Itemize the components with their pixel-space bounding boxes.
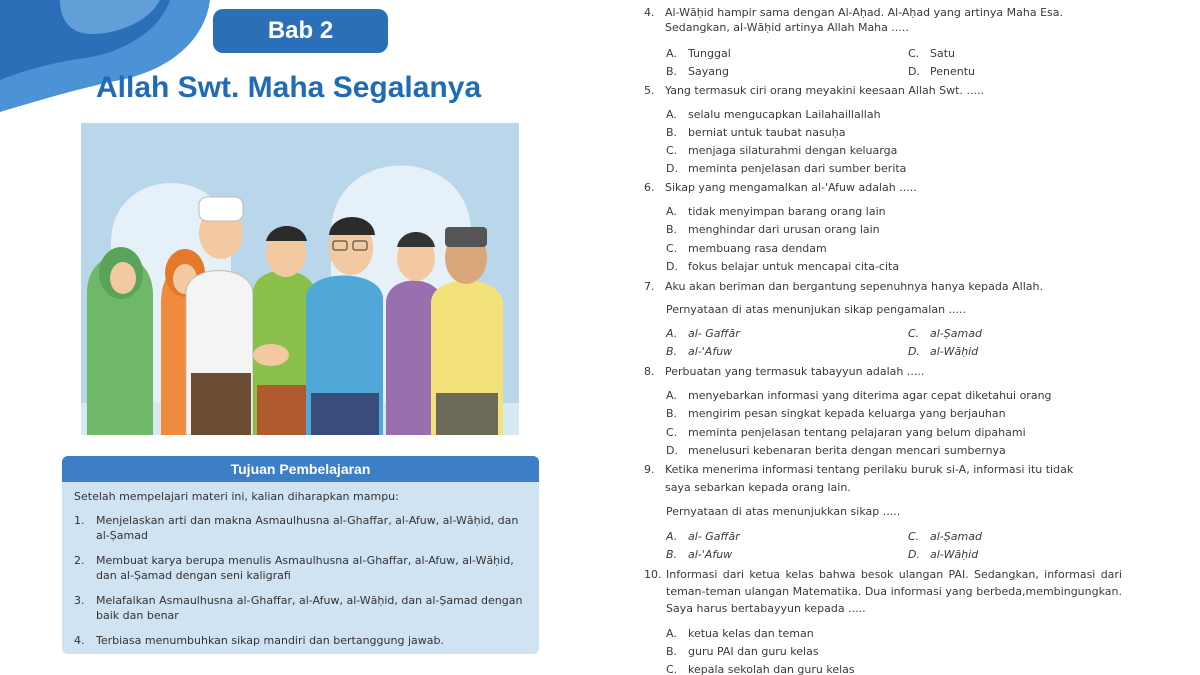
question-number: 5. [644,84,655,97]
option-text: meminta penjelasan tentang pelajaran yang belum dipahami [688,426,1026,439]
option-text: al-'Afuw [688,345,733,358]
option-letter: A. [666,389,677,402]
option-letter: D. [666,162,678,175]
option-b[interactable] [666,65,729,79]
option-letter: B. [666,223,678,236]
option-a[interactable] [666,389,1052,403]
question-4 [644,5,1122,35]
item-text: Melafalkan Asmaulhusna al-Ghaffar, al-Afuw, al-Wāḥid, dan al-Ṣamad dengan baik dan benar [96,594,523,622]
question-text: Sikap yang mengamalkan al-'Afuw adalah ..... [665,181,917,194]
option-text: menyebarkan informasi yang diterima agar cepat diketahui orang [688,389,1052,402]
learning-objectives-intro: Setelah mempelajari materi ini, kalian diharapkan mampu: [74,490,399,503]
option-text: al-Wāḥid [930,345,979,358]
question-number: 9. [644,463,655,476]
option-letter: C. [908,327,920,340]
option-letter: A. [666,205,677,218]
question-text: Perbuatan yang termasuk tabayyun adalah ..... [665,365,925,378]
option-letter: B. [666,407,678,420]
question-6 [644,180,1122,195]
option-b[interactable] [666,126,845,140]
option-d[interactable] [666,162,906,176]
question-9 [644,462,1122,495]
item-number: 3. [74,594,85,607]
option-letter: A. [666,108,677,121]
question-statement: Pernyataan di atas menunjukkan sikap ..... [666,505,901,518]
option-a[interactable] [666,327,740,341]
item-text: Menjelaskan arti dan makna Asmaulhusna al-Ghaffar, al-Afuw, al-Wāḥid, dan al-Ṣamad [96,514,519,542]
option-letter: B. [666,65,678,78]
list-item [74,593,532,623]
option-text: al-Ṣamad [930,327,982,340]
option-a[interactable] [666,108,881,122]
option-a[interactable] [666,47,731,61]
option-text: Satu [930,47,956,60]
option-letter: D. [908,548,920,561]
option-b[interactable] [666,345,732,359]
option-letter: A. [666,627,677,640]
chapter-label: Bab 2 [213,9,388,53]
option-text: menelusuri kebenaran berita dengan mencari sumbernya [688,444,1006,457]
option-letter: B. [666,548,678,561]
item-text: Membuat karya berupa menulis Asmaulhusna al-Ghaffar, al-Afuw, al-Wāḥid, dan al-Ṣamad dengan seni kaligrafi [96,554,514,582]
option-letter: C. [908,530,920,543]
option-d[interactable] [908,65,975,79]
item-number: 1. [74,514,85,527]
option-text: al- Gaffār [688,327,740,340]
option-text: menghindar dari urusan orang lain [688,223,880,236]
option-letter: D. [908,345,920,358]
option-d[interactable] [908,548,978,562]
option-a[interactable] [666,627,814,641]
option-letter: C. [666,144,678,157]
option-c[interactable] [908,47,955,61]
option-text: meminta penjelasan dari sumber berita [688,162,907,175]
question-number: 8. [644,365,655,378]
option-text: ketua kelas dan teman [688,627,814,640]
option-text: al- Gaffār [688,530,740,543]
chapter-title: Allah Swt. Maha Segalanya [96,71,482,104]
option-text: berniat untuk taubat nasuḥa [688,126,846,139]
question-text: Aku akan beriman dan bergantung sepenuhnya hanya kepada Allah. [665,280,1043,293]
option-letter: B. [666,126,678,139]
question-number: 7. [644,280,655,293]
question-text-line1: Al-Wāḥid hampir sama dengan Al-Aḥad. Al-Aḥad yang artinya Maha Esa. [665,6,1064,19]
option-letter: A. [666,327,678,340]
question-number: 6. [644,181,655,194]
option-letter: D. [908,65,920,78]
question-7 [644,279,1122,294]
learning-objectives-list [74,513,532,654]
option-c[interactable] [666,242,827,256]
option-c[interactable] [666,144,897,158]
question-number: 4. [644,6,655,19]
question-number: 10. [644,568,662,581]
option-text: selalu mengucapkan Lailahaillallah [688,108,881,121]
question-5 [644,83,1122,98]
option-b[interactable] [666,645,819,659]
question-8 [644,364,1122,379]
learning-objectives-box [62,456,539,654]
option-text: kepala sekolah dan guru kelas [688,663,855,675]
question-text: Yang termasuk ciri orang meyakini keesaan Allah Swt. ..... [665,84,984,97]
option-text: al-Wāḥid [930,548,979,561]
question-text-line2: saya sebarkan kepada orang lain. [665,481,851,494]
question-text-line2: Sedangkan, al-Wāḥid artinya Allah Maha ..... [665,21,909,34]
option-a[interactable] [666,205,886,219]
list-item [74,513,532,543]
question-statement: Pernyataan di atas menunjukan sikap pengamalan ..... [666,303,967,316]
option-text: al-Ṣamad [930,530,982,543]
option-text: al-'Afuw [688,548,733,561]
option-c[interactable] [666,663,855,675]
people-shaking-hands-illustration [81,123,519,435]
option-text: tidak menyimpan barang orang lain [688,205,886,218]
option-letter: C. [666,426,678,439]
option-text: fokus belajar untuk mencapai cita-cita [688,260,900,273]
option-letter: C. [666,663,678,675]
option-text: Penentu [930,65,976,78]
option-text: guru PAI dan guru kelas [688,645,819,658]
option-text: menjaga silaturahmi dengan keluarga [688,144,898,157]
option-d[interactable] [666,260,899,274]
item-text: Terbiasa menumbuhkan sikap mandiri dan bertanggung jawab. [96,634,444,647]
option-c[interactable] [908,530,982,544]
option-letter: A. [666,47,677,60]
option-b[interactable] [666,548,732,562]
option-letter: D. [666,260,678,273]
option-a[interactable] [666,530,740,544]
item-number: 2. [74,554,85,567]
list-item [74,633,532,648]
question-text: Informasi dari ketua kelas bahwa besok ulangan PAI. Sedangkan, informasi dari teman-teman ulangan Matematika. Dua informasi yang berbeda,membingungkan. Saya harus bertabayyun kepada ..... [666,568,1122,615]
question-text-line1: Ketika menerima informasi tentang perilaku buruk si-A, informasi itu tidak [665,463,1074,476]
option-letter: A. [666,530,678,543]
option-text: membuang rasa dendam [688,242,827,255]
question-10 [644,566,1122,617]
option-text: Tunggal [688,47,731,60]
option-d[interactable] [908,345,978,359]
option-text: mengirim pesan singkat kepada keluarga yang berjauhan [688,407,1006,420]
option-text: Sayang [688,65,729,78]
list-item [74,553,532,583]
option-letter: C. [908,47,920,60]
option-letter: D. [666,444,678,457]
item-number: 4. [74,634,85,647]
option-letter: B. [666,645,678,658]
option-c[interactable] [666,426,1026,440]
option-letter: C. [666,242,678,255]
option-b[interactable] [666,407,1006,421]
learning-objectives-header: Tujuan Pembelajaran [62,456,539,482]
option-letter: B. [666,345,678,358]
option-c[interactable] [908,327,982,341]
right-page [600,0,1200,675]
option-b[interactable] [666,223,880,237]
option-d[interactable] [666,444,1006,458]
